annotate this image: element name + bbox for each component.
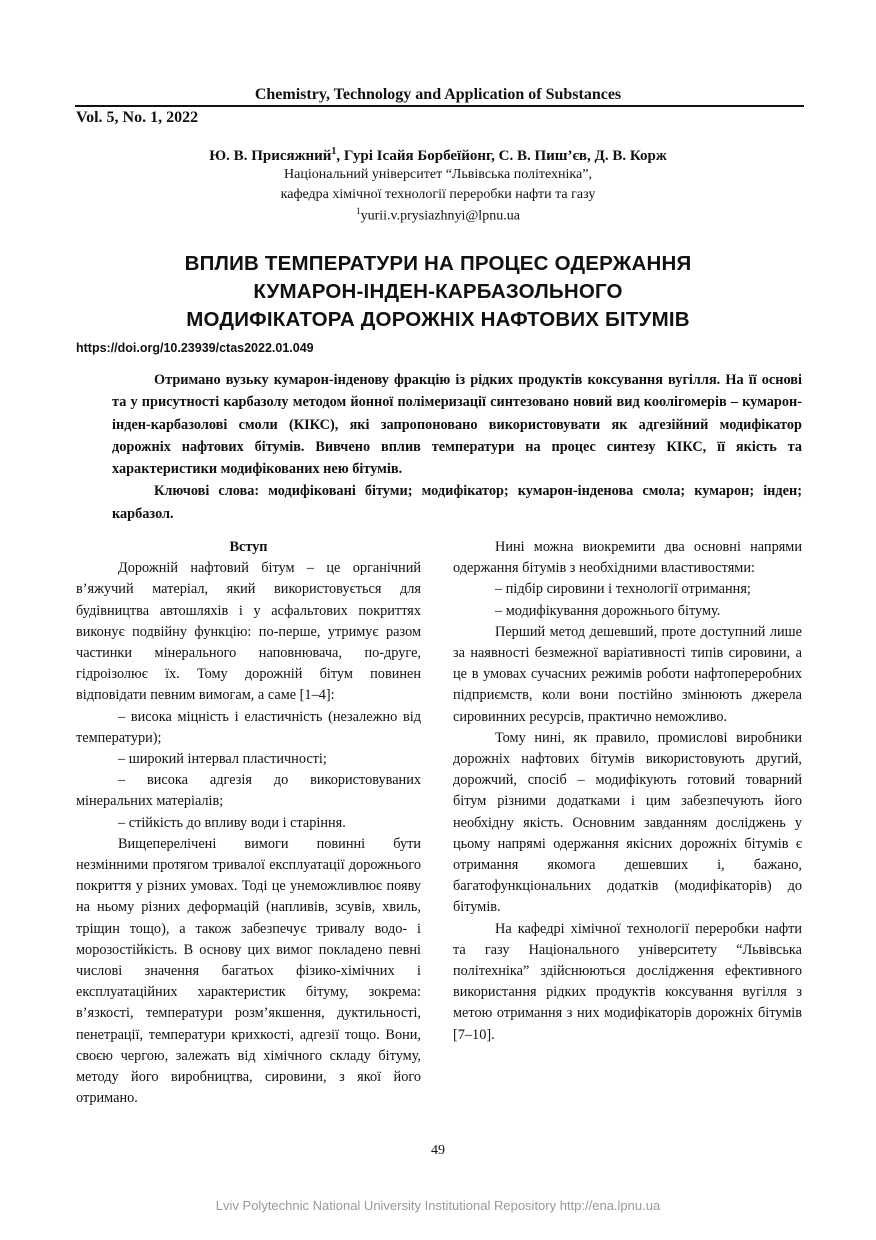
paragraph: На кафедрі хімічної технології переробки нафти та газу Національного університету “Львівська політехніка” здійснюються дослідження ефективного використання рідких продуктів коксування вугілля з метою отримання з них модифікаторів дорожніх бітумів [7–10]. [453,920,802,1043]
page-number: 49 [431,1143,445,1158]
abstract [112,369,802,525]
doi-link[interactable]: https://doi.org/10.23939/ctas2022.01.049 [76,341,314,355]
email-text[interactable]: yurii.v.prysiazhnyi@lpnu.ua [360,208,520,224]
list-item: – висока адгезія до використовуваних мінеральних матеріалів; [76,772,421,810]
title-line-2: КУМАРОН-ІНДЕН-КАРБАЗОЛЬНОГО [253,280,623,303]
article-title [0,250,876,334]
affiliation-department: кафедра хімічної технології переробки нафти та газу [280,187,596,202]
email-superscript: 1 [356,206,361,216]
author-email [0,206,876,225]
abstract-text: Отримано вузьку кумарон-інденову фракцію із рідких продуктів коксування вугілля. На її основі та у присутності карбазолу методом йонної полімеризації синтезовано новий вид коолігомерів – кумарон-інден-карбазолові смоли (КІКС), які запропоновано використовувати як адгезійний модифікатор дорожніх нафтових бітумів. Вивчено вплив температури на процес синтезу КІКС, її якість та характеристики модифікованих нею бітумів. [112,372,802,478]
list-item: – модифікування дорожнього бітуму. [495,602,721,619]
paragraph: Перший метод дешевший, проте доступний лише за наявності безмежної варіативності типів сировини, а це в умовах сучасних режимів роботи нафтопереробних підприємств, коли вони постійно змінюють джерела сировинних ресурсів, практично неможливо. [453,623,802,725]
author-superscript: 1 [331,146,337,157]
list-item: – висока міцність і еластичність (незалежно від температури); [76,708,421,746]
affiliation-university: Національний університет “Львівська політехніка”, [284,167,592,182]
right-column [453,537,802,1046]
section-heading: Вступ [229,539,268,555]
left-column [76,537,421,1109]
title-line-3: МОДИФІКАТОРА ДОРОЖНІХ НАФТОВИХ БІТУМІВ [186,308,690,331]
authors-line [0,146,876,165]
author-rest: , Гурі Ісайя Борбеїйонг, С. В. Пиш’єв, Д. В. Корж [336,148,667,164]
title-line-1: ВПЛИВ ТЕМПЕРАТУРИ НА ПРОЦЕС ОДЕРЖАННЯ [184,252,692,275]
paragraph: Вищеперелічені вимоги повинні бути незмінними протягом тривалої експлуатації дорожнього покриття у різних умовах. Тоді це унеможливлює появу на ньому різних деформацій (напливів, зсувів, хвиль, тріщин тощо), а також забезпечує тривалу водо- і морозостійкість. В основу цих вимог покладено певні числові значення багатьох фізико-хімічних і експлуатаційних характеристик бітуму, зокрема: в’язкості, температури розм’якшення, дуктильності, пенетрації, температури крихкості, адгезії тощо. Вони, своєю чергою, залежать від хімічного складу бітуму, методу його виробництва, сировини, з якої його отримано. [76,835,421,1107]
journal-title: Chemistry, Technology and Application of Substances [254,86,622,103]
paragraph: Тому нині, як правило, промислові виробники дорожніх нафтових бітумів використовують другий, дорожчий, спосіб – модифікують готовий товарний бітум різними додатками і цим забезпечують його необхідну якість. Основним завданням досліджень у цьому напрямі одержання якісних дорожніх бітумів є отримання якомога дешевших і, бажано, багатофункціональних додатків (модифікаторів) до бітумів. [453,729,802,916]
volume-label: Vol. 5, No. 1, 2022 [76,109,199,126]
repository-footer: Lviv Polytechnic National University Institutional Repository http://ena.lpnu.ua [215,1198,661,1213]
author-first: Ю. В. Присяжний [209,148,332,164]
header-rule [75,105,804,107]
list-item: – широкий інтервал пластичності; [118,751,327,768]
paragraph: Нині можна виокремити два основні напрями одержання бітумів з необхідними властивостями: [453,539,802,577]
paragraph: Дорожній нафтовий бітум – це органічний в’яжучий матеріал, який використовується для будівництва автошляхів і у асфальтових покриттях виконує подвійну функцію: по-перше, утримує разом частинки мінерального наповнювача, по-друге, гідроізолює їх. Тому дорожній бітум повинен відповідати певним вимогам, а саме [1–4]: [76,560,421,704]
list-item: – стійкість до впливу води і старіння. [118,814,346,831]
list-item: – підбір сировини і технології отримання; [495,581,751,598]
keywords: Ключові слова: модифіковані бітуми; модифікатор; кумарон-інденова смола; кумарон; інден; карбазол. [112,483,802,522]
